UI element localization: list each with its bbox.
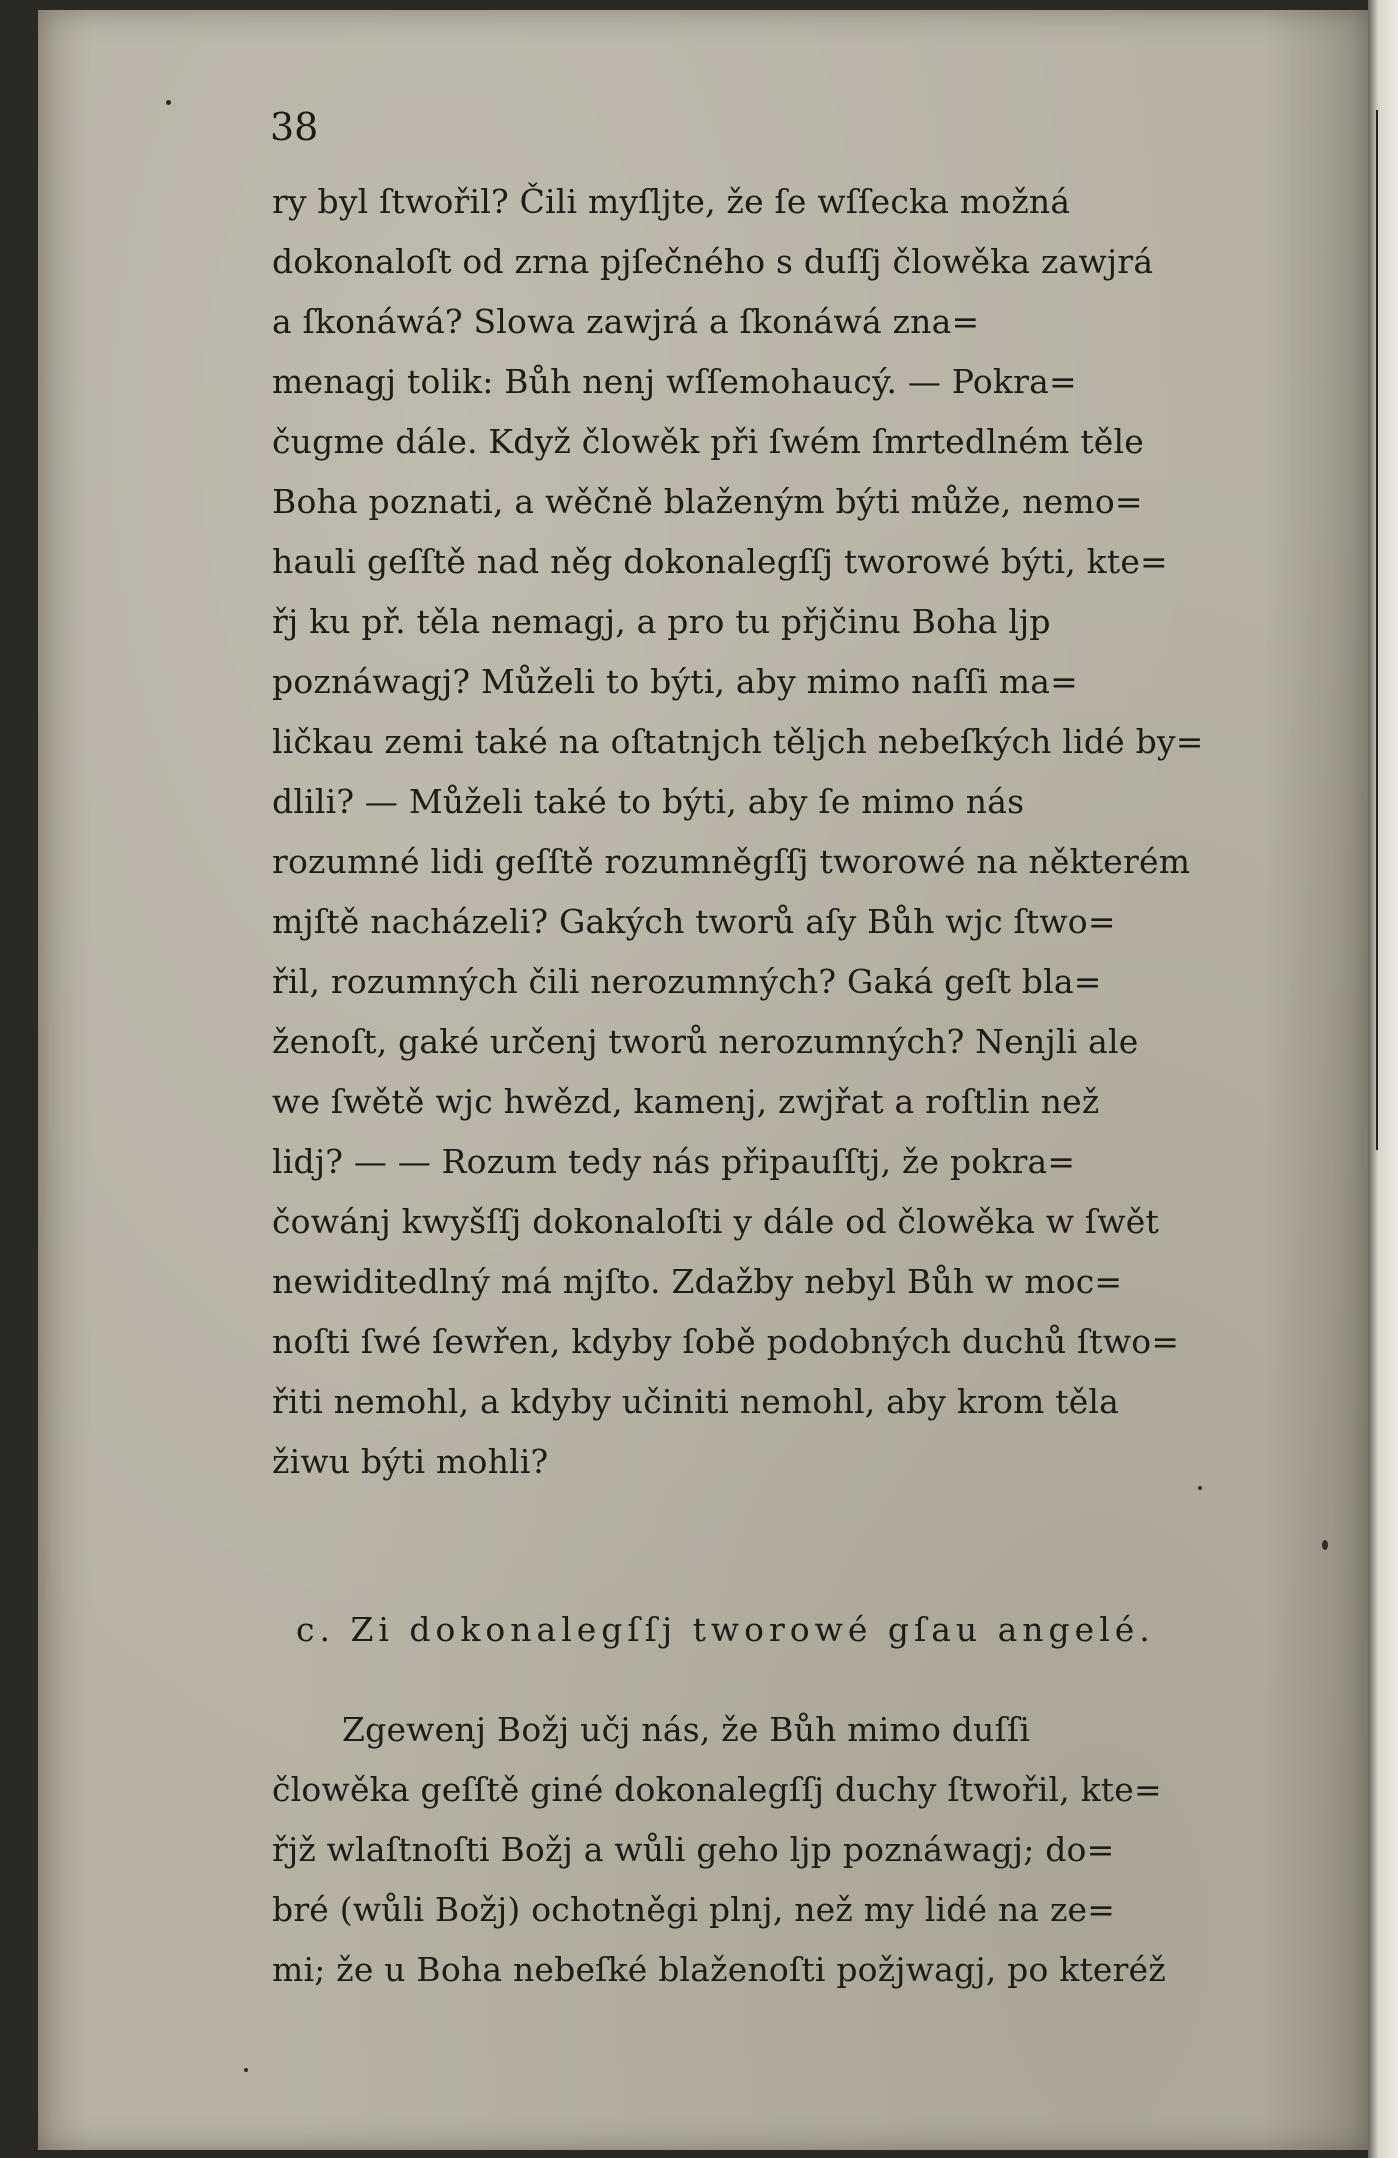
text-line: dlili? — Můželi také to býti, aby ſe mimo nás: [272, 782, 1025, 821]
text-line: mi; že u Boha nebeſké blaženoſti požjwagj, po kteréž: [272, 1950, 1166, 1989]
text-line: hauli geſſtě nad něg dokonalegſſj tworowé býti, kte=: [272, 542, 1168, 581]
section-heading: c. Zi dokonalegſſj tworowé gſau angelé.: [296, 1610, 1155, 1649]
paper-speck: [1322, 1540, 1328, 1550]
text-line: čugme dále. Když člowěk při ſwém ſmrtedlném těle: [272, 422, 1144, 461]
text-line: Zgewenj Božj učj nás, že Bůh mimo duſſi: [342, 1710, 1031, 1749]
text-line: poznáwagj? Můželi to býti, aby mimo naſſi ma=: [272, 662, 1078, 701]
text-line: žiwu býti mohli?: [272, 1442, 549, 1481]
text-line: řiti nemohl, a kdyby učiniti nemohl, aby krom těla: [272, 1382, 1120, 1421]
text-line: mjſtě nacházeli? Gakých tworů aſy Bůh wjc ſtwo=: [272, 902, 1116, 941]
paper-speck: [244, 2068, 248, 2072]
text-line: řjž wlaſtnoſti Božj a wůli geho ljp poznáwagj; do=: [272, 1830, 1115, 1869]
text-line: ličkau zemi také na oſtatnjch těljch nebeſkých lidé by=: [272, 722, 1204, 761]
text-line: menagj tolik: Bůh nenj wſſemohaucý. — Pokra=: [272, 362, 1077, 401]
text-line: noſti ſwé ſewřen, kdyby ſobě podobných duchů ſtwo=: [272, 1322, 1180, 1361]
text-line: newiditedlný má mjſto. Zdažby nebyl Bůh w moc=: [272, 1262, 1123, 1301]
text-line: člowěka geſſtě giné dokonalegſſj duchy ſtwořil, kte=: [272, 1770, 1162, 1809]
text-line: bré (wůli Božj) ochotněgi plnj, než my lidé na ze=: [272, 1890, 1116, 1929]
page-number: 38: [270, 105, 319, 149]
text-line: lidj? — — Rozum tedy nás připauſſtj, že pokra=: [272, 1142, 1076, 1181]
text-line: we ſwětě wjc hwězd, kamenj, zwjřat a roſtlin než: [272, 1082, 1100, 1121]
text-line: čowánj kwyšſſj dokonaloſti y dále od člowěka w ſwět: [272, 1202, 1159, 1241]
text-line: rozumné lidi geſſtě rozumněgſſj tworowé na některém: [272, 842, 1191, 881]
paper-speck: [166, 100, 171, 105]
text-line: a ſkonáwá? Slowa zawjrá a ſkonáwá zna=: [272, 302, 980, 341]
text-line: řil, rozumných čili nerozumných? Gaká geſt bla=: [272, 962, 1102, 1001]
book-gutter-edge: [1368, 0, 1398, 2158]
text-line: Boha poznati, a wěčně blaženým býti může, nemo=: [272, 482, 1143, 521]
paragraph-1: [272, 172, 1276, 1492]
page-edge-shadow: [1376, 110, 1378, 1150]
text-line: řj ku př. těla nemagj, a pro tu přjčinu Boha ljp: [272, 602, 1051, 641]
text-line: dokonaloſt od zrna pjſečného s duſſj člowěka zawjrá: [272, 242, 1154, 281]
text-line: ženoſt, gaké určenj tworů nerozumných? Nenjli ale: [272, 1022, 1139, 1061]
text-line: ry byl ſtwořil? Čili myſljte, že ſe wſſecka možná: [272, 182, 1071, 221]
paragraph-2: [272, 1700, 1276, 2000]
